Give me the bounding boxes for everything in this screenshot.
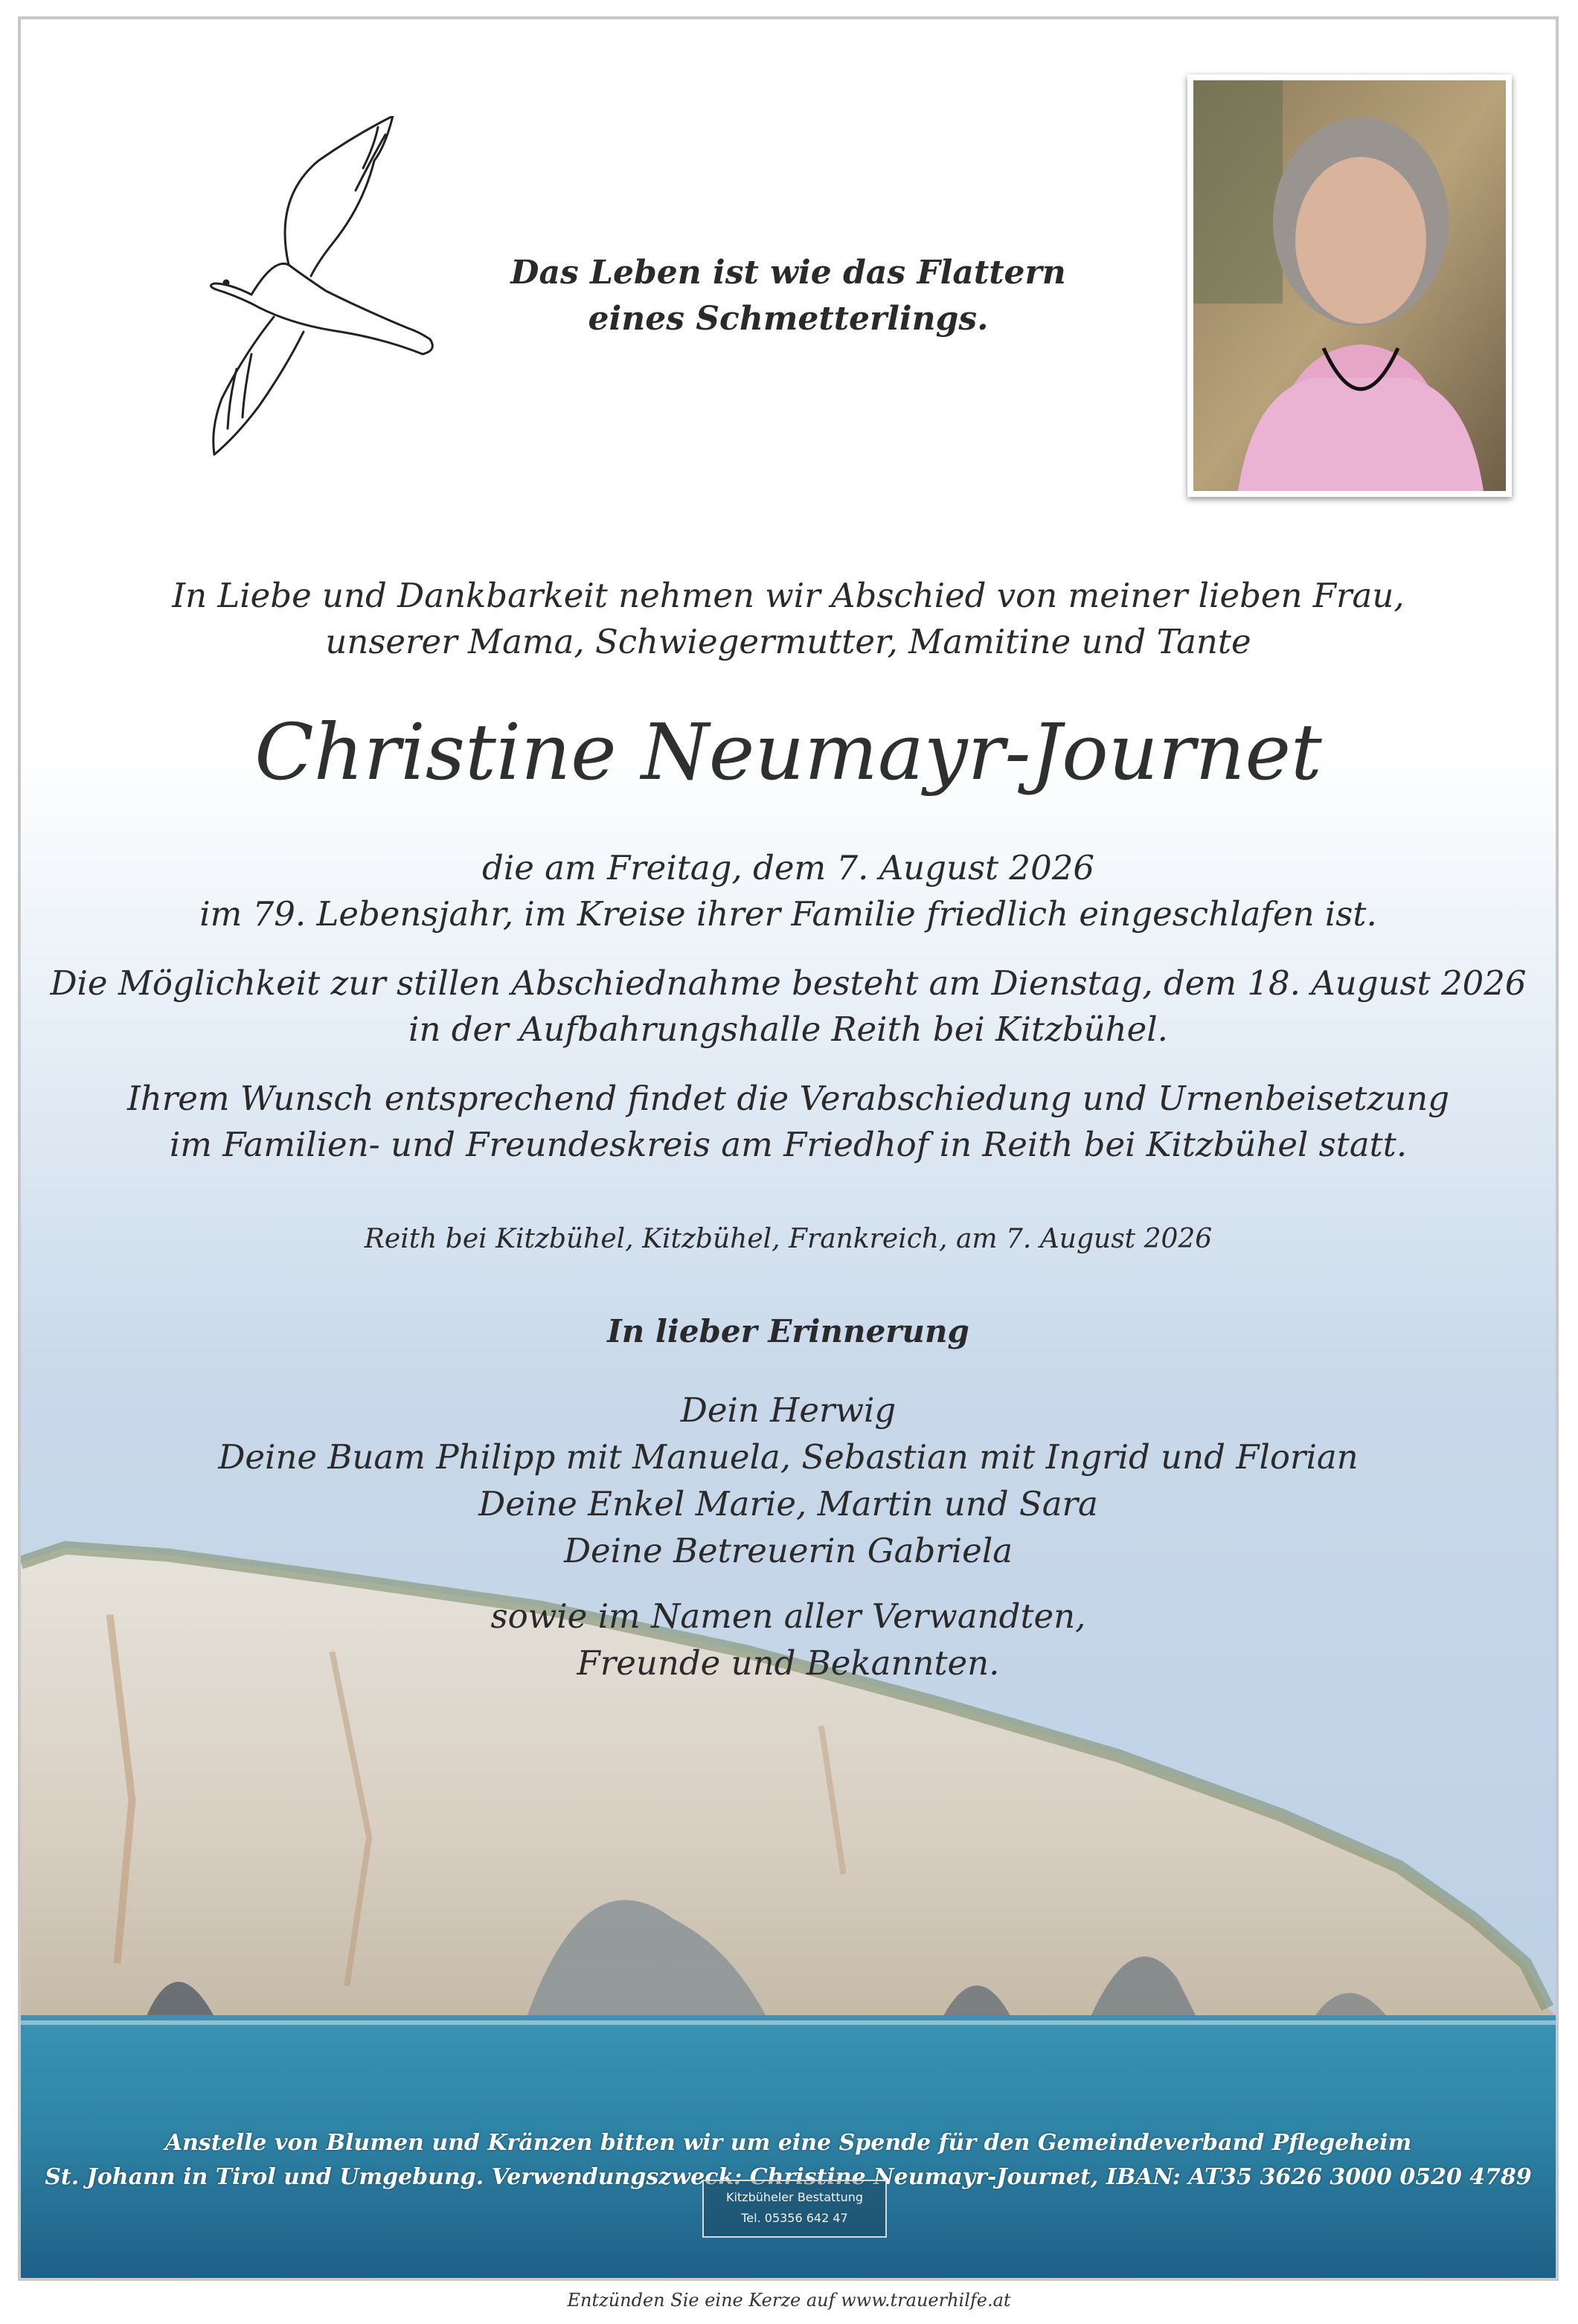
death-info-line: im 79. Lebensjahr, im Kreise ihrer Familie friedlich eingeschlafen ist. [199,894,1377,934]
relatives-line: sowie im Namen aller Verwandten, [490,1596,1086,1636]
footer-link-text[interactable]: Entzünden Sie eine Kerze auf www.trauerhilfe.at [567,2290,1011,2311]
relatives-line: Freunde und Bekannten. [577,1643,1000,1683]
funeral-home-name: Kitzbüheler Bestattung [725,2190,864,2204]
family-line: Deine Betreuerin Gabriela [563,1531,1013,1570]
intro-line: In Liebe und Dankbarkeit nehmen wir Abschied von meiner lieben Frau, [172,576,1405,615]
donation-line: St. Johann in Tirol und Umgebung. Verwendungszweck: Christine Neumayr-Journet, IBAN: AT35 3626 3000 0520 4789 [45,2164,1532,2190]
family-list [21,1387,1556,1574]
family-line: Dein Herwig [680,1390,897,1430]
viewing-info [21,960,1556,1053]
intro-text [21,573,1556,665]
motto-line: Das Leben ist wie das Flattern [510,254,1066,292]
ceremony-line: im Familien- und Freundeskreis am Friedhof in Reith bei Kitzbühel statt. [169,1125,1408,1164]
place-date: Reith bei Kitzbühel, Kitzbühel, Frankreich, am 7. August 2026 [364,1224,1213,1254]
obituary-frame [18,16,1559,2281]
funeral-home-badge [702,2180,887,2238]
viewing-line: Die Möglichkeit zur stillen Abschiednahme besteht am Dienstag, dem 18. August 2026 [50,963,1527,1003]
death-info [21,845,1556,937]
motto-line: eines Schmetterlings. [588,300,989,338]
death-info-line: die am Freitag, dem 7. August 2026 [482,848,1094,887]
ceremony-info [21,1076,1556,1168]
memory-heading: In lieber Erinnerung [607,1313,969,1349]
family-line: Deine Buam Philipp mit Manuela, Sebastian mit Ingrid und Florian [218,1437,1359,1477]
family-line: Deine Enkel Marie, Martin und Sara [478,1484,1098,1524]
deceased-name: Christine Neumayr-Journet [254,707,1322,797]
viewing-line: in der Aufbahrungshalle Reith bei Kitzbühel. [408,1009,1168,1049]
relatives-note [21,1593,1556,1686]
donation-line: Anstelle von Blumen und Kränzen bitten wir um eine Spende für den Gemeindeverband Pflegeheim [164,2130,1412,2156]
motto [21,250,1556,342]
funeral-home-phone: Tel. 05356 642 47 [741,2211,848,2225]
intro-line: unserer Mama, Schwiegermutter, Mamitine und Tante [325,622,1251,661]
ceremony-line: Ihrem Wunsch entsprechend findet die Verabschiedung und Urnenbeisetzung [127,1079,1449,1118]
